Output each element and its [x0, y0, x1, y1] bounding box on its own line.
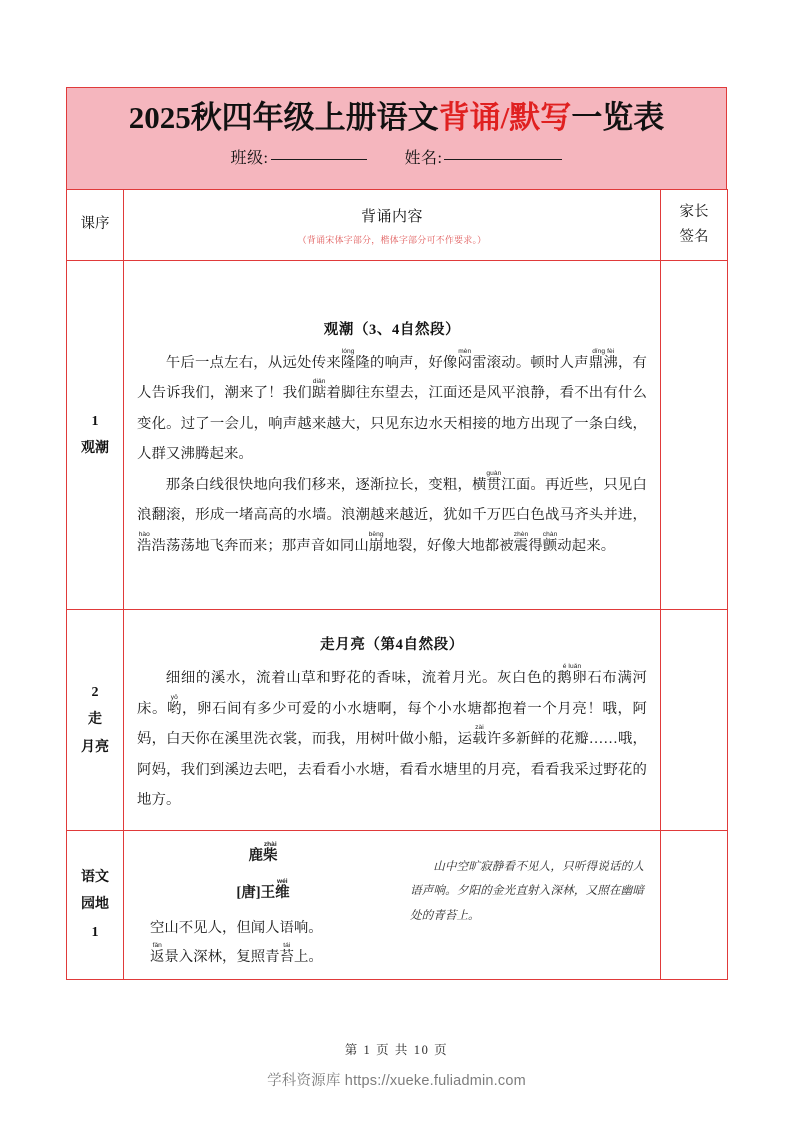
ruby-long: 隆lóng: [340, 347, 356, 371]
class-blank-field[interactable]: [271, 158, 367, 160]
poem-line-2: 返fǎn景入深林，复照青苔tái上。: [150, 942, 323, 966]
poem-line-1: 空山不见人，但闻人语响。: [150, 920, 323, 936]
page-number: 第 1 页 共 10 页: [344, 1043, 449, 1057]
header-cell-signature: [661, 190, 728, 261]
row-3-order-line2: 园地: [81, 897, 109, 913]
name-label: 姓名:: [404, 149, 443, 167]
recitation-table: [66, 189, 728, 980]
ruby-yo: 哟yō: [167, 693, 183, 717]
ruby-dingfei: 鼎沸dǐng fèi: [588, 347, 618, 371]
header-cell-order: 课序: [67, 190, 124, 261]
poem-translation: 山中空旷寂静看不见人，只听得说话的人语声响。夕阳的金光直射入深林，又照在幽暗处的青苔上。: [410, 860, 644, 922]
ruby-beng: 崩bēng: [368, 530, 384, 554]
row-1-order-name: 观潮: [81, 441, 109, 456]
ruby-tai: 苔tái: [279, 942, 294, 966]
header-content-note: （背诵宋体字部分，楷体字部分可不作要求。）: [297, 235, 487, 245]
ruby-eluan: 鹅卵é luǎn: [557, 663, 588, 687]
ruby-hao: 浩hào: [137, 530, 152, 554]
row-2-signature-cell[interactable]: [661, 610, 728, 831]
row-1-order-cell: [67, 261, 124, 610]
watermark-text: 学科资源库 https://xueke.fuliadmin.com: [267, 1073, 526, 1089]
row-1-paragraph-1: 午后一点左右，从远处传来隆lóng隆的响声，好像闷mèn雷滚动。顿时人声鼎沸dǐng fèi，有人告诉我们，潮来了！我们踮diǎn着脚往东望去，江面还是风平浪静，看不出有什么变化。过了一会儿，响声越来越大，只见东边水天相接的地方出现了一条白线，人群又沸腾起来。: [137, 347, 648, 463]
ruby-chan: 颤chàn: [542, 530, 558, 554]
table-row: [67, 831, 728, 980]
table-row: [67, 261, 728, 610]
table-header-row: [67, 190, 728, 261]
title-part-1: 2025秋四年级上册语文: [128, 100, 439, 135]
poem-block: [134, 837, 392, 971]
ruby-zai: 载zài: [472, 724, 487, 748]
ruby-men: 闷mèn: [457, 347, 473, 371]
row-2-section-title: 走月亮（第4自然段）: [320, 637, 464, 654]
ruby-zhai: 柴zhài: [263, 841, 278, 864]
ruby-guan: 贯guàn: [486, 469, 502, 493]
row-1-order-number: 1: [91, 413, 99, 429]
poem-translation-block: [392, 837, 650, 928]
title-part-2: 一览表: [571, 100, 665, 135]
header-content-label: 背诵内容: [360, 209, 423, 225]
row-3-order-cell: [67, 831, 124, 980]
ruby-fan: 返fǎn: [150, 942, 165, 966]
ruby-dian: 踮diǎn: [311, 378, 327, 402]
row-2-order-name-line2: 月亮: [81, 739, 109, 755]
header-signature-line1: 家长: [679, 203, 709, 220]
poem-title: 鹿柴zhài: [248, 841, 278, 864]
class-label: 班级:: [230, 149, 269, 167]
row-2-content-cell: [124, 610, 661, 831]
poem-author: [唐]王维wéi: [236, 878, 290, 901]
row-2-paragraph-1: 细细的溪水，流着山草和野花的香味，流着月光。灰白色的鹅卵é luǎn石布满河床。哟yō，卵石间有多少可爱的小水塘啊，每个小水塘都抱着一个月亮！哦，阿妈，白天你在溪里洗衣裳，而我，用树叶做小船，运载zài许多新鲜的花瓣……哦，阿妈，我们到溪边去吧，去看看小水塘，看看水塘里的月亮，看看我采过野花的地方。: [137, 663, 648, 809]
table-row: [67, 610, 728, 831]
page-footer: [0, 1040, 793, 1090]
header-cell-content: [124, 190, 661, 261]
row-3-order-line3: 1: [91, 924, 99, 940]
row-1-content-cell: [124, 261, 661, 610]
page-title: [67, 99, 726, 138]
row-2-order-name-line1: 走: [88, 712, 102, 728]
ruby-wei: 维wéi: [275, 878, 290, 901]
row-2-order-cell: [67, 610, 124, 831]
row-1-signature-cell[interactable]: [661, 261, 728, 610]
title-band: [66, 87, 727, 189]
row-3-signature-cell[interactable]: [661, 831, 728, 980]
row-3-content-cell: [124, 831, 661, 980]
title-highlight: 背诵/默写: [438, 100, 572, 135]
row-1-paragraph-2: 那条白线很快地向我们移来，逐渐拉长，变粗，横贯guàn江面。再近些，只见白浪翻滚，形成一堵高高的水墙。浪潮越来越近，犹如千万匹白色战马齐头并进，浩hào浩荡荡地飞奔而来；那声音如同山崩bēng地裂，好像大地都被震zhèn得颤chàn动起来。: [137, 469, 647, 554]
row-2-order-number: 2: [91, 685, 99, 701]
row-1-section-title: 观潮（3、4自然段）: [323, 321, 461, 338]
row-3-order-line1: 语文: [81, 870, 109, 886]
header-signature-line2: 签名: [679, 229, 709, 245]
student-info-line: [67, 145, 726, 168]
ruby-zhen: 震zhèn: [513, 530, 529, 554]
name-blank-field[interactable]: [444, 158, 562, 160]
